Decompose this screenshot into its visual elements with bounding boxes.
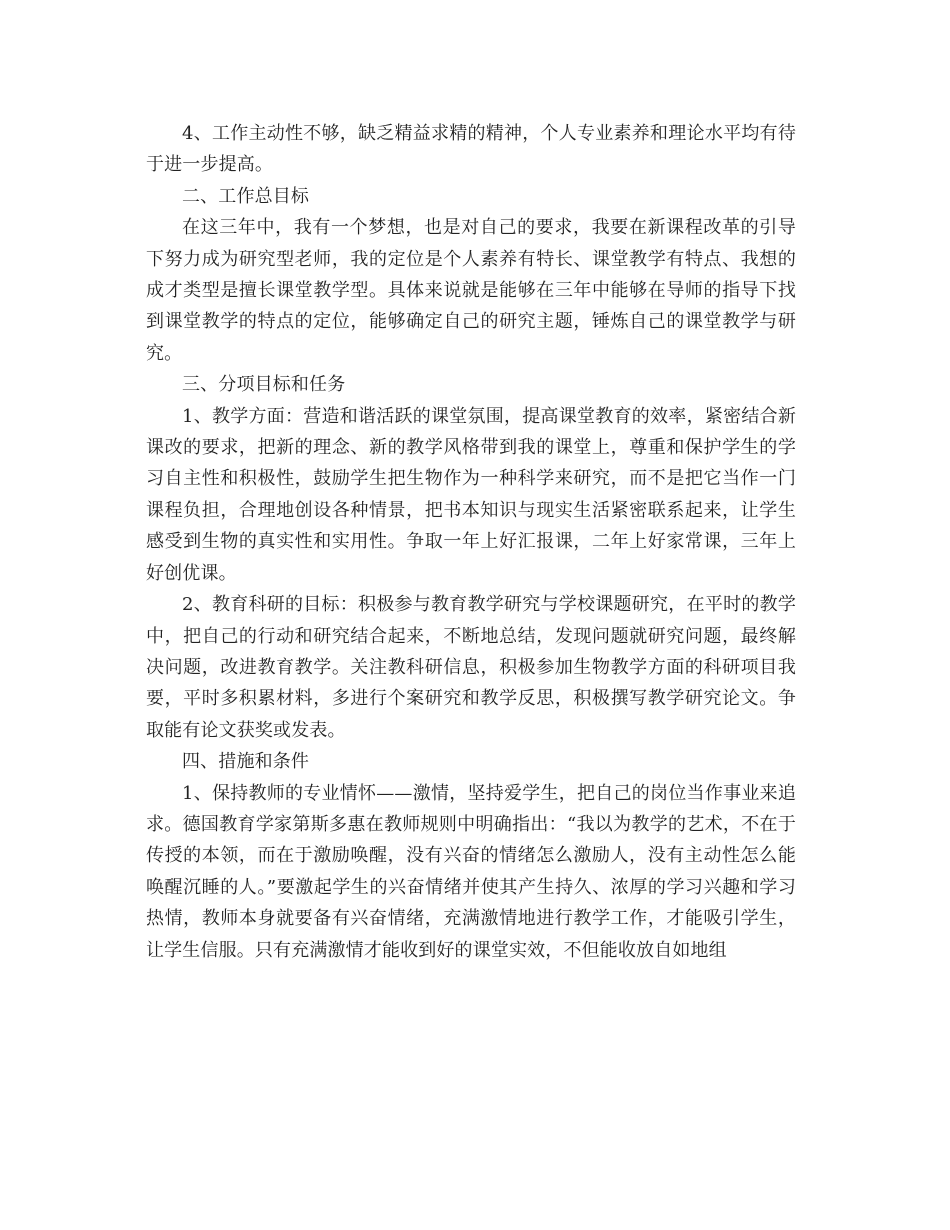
heading-overall-goal: 二、工作总目标 (182, 185, 310, 207)
paragraph-three-year-goal: 在这三年中，我有一个梦想，也是对自己的要求，我要在新课程改革的引导下努力成为研究型老师，我的定位是个人素养有特长、课堂教学有特点、我想的成才类型是擅长课堂教学型。具体来说就是能够在三年中能够在导师的指导下找到课堂教学的特点的定位，能够确定自己的研究主题，锤炼自己的课堂教学与研究。 (146, 217, 796, 364)
paragraph-shortcoming-4: 4、工作主动性不够，缺乏精益求精的精神，个人专业素养和理论水平均有待于进一步提高。 (146, 123, 796, 176)
paragraph-teaching-goal: 1、教学方面：营造和谐活跃的课堂氛围，提高课堂教育的效率，紧密结合新课改的要求，把新的理念、新的教学风格带到我的课堂上，尊重和保护学生的学习自主性和积极性，鼓励学生把生物作为一种科学来研究，而不是把它当作一门课程负担，合理地创设各种情景，把书本知识与现实生活紧密联系起来，让学生感受到生物的真实性和实用性。争取一年上好汇报课，二年上好家常课，三年上好创优课。 (146, 405, 796, 584)
heading-measures: 四、措施和条件 (182, 751, 310, 773)
document-page (146, 118, 796, 966)
paragraph-research-goal: 2、教育科研的目标：积极参与教育教学研究与学校课题研究，在平时的教学中，把自己的行动和研究结合起来，不断地总结，发现问题就研究问题，最终解决问题，改进教育教学。关注教科研信息，积极参加生物教学方面的科研项目我要，平时多积累材料，多进行个案研究和教学反思，积极撰写教学研究论文。争取能有论文获奖或发表。 (146, 594, 796, 741)
paragraph-measure-1: 1、保持教师的专业情怀——激情，坚持爱学生，把自己的岗位当作事业来追求。德国教育学家第斯多惠在教师规则中明确指出：“我以为教学的艺术，不在于传授的本领，而在于激励唤醒，没有兴奋的情绪怎么激励人，没有主动性怎么能唤醒沉睡的人。”要激起学生的兴奋情绪并使其产生持久、浓厚的学习兴趣和学习热情，教师本身就要备有兴奋情绪，充满激情地进行教学工作，才能吸引学生，让学生信服。只有充满激情才能收到好的课堂实效，不但能收放自如地组 (146, 782, 796, 961)
heading-sub-goals: 三、分项目标和任务 (182, 374, 346, 396)
